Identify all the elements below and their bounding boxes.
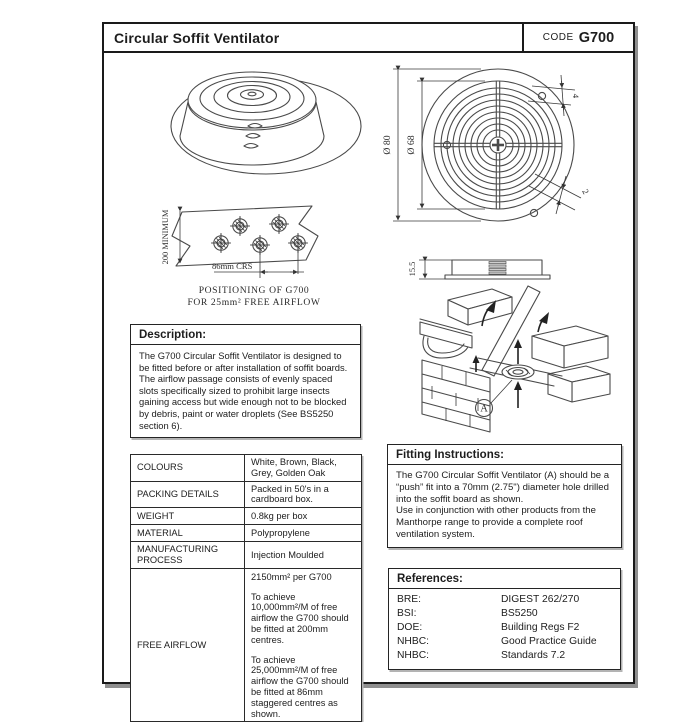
isometric-vent-drawing bbox=[142, 60, 364, 210]
spec-label: FREE AIRFLOW bbox=[131, 568, 245, 722]
positioning-caption-line2: FOR 25mm² FREE AIRFLOW bbox=[187, 297, 320, 308]
spec-value: Polypropylene bbox=[245, 525, 362, 542]
spec-table bbox=[130, 454, 362, 722]
dim-height-15-5: 15.5 bbox=[408, 262, 417, 277]
fitting-paragraph: Use in conjunction with other products from the Manthorpe range to provide a complete roof ventilation system. bbox=[396, 505, 613, 540]
spec-value bbox=[245, 568, 362, 722]
header bbox=[104, 24, 633, 53]
fitting-heading: Fitting Instructions: bbox=[388, 445, 621, 465]
datasheet-sheet bbox=[102, 22, 635, 684]
spec-label: WEIGHT bbox=[131, 508, 245, 525]
reference-value: Good Practice Guide bbox=[501, 635, 612, 649]
spec-value: 0.8kg per box bbox=[245, 508, 362, 525]
reference-value: Building Regs F2 bbox=[501, 621, 612, 635]
references-box bbox=[388, 568, 621, 670]
part-label-a: A bbox=[480, 404, 488, 415]
table-row bbox=[131, 455, 362, 482]
fitting-paragraph: The G700 Circular Soffit Ventilator (A) should be a “push” fit into a 70mm (2.75") diameter hole drilled into the soffit board as shown. bbox=[396, 470, 613, 505]
references-heading: References: bbox=[389, 569, 620, 589]
reference-value: Standards 7.2 bbox=[501, 649, 612, 663]
spec-label: MATERIAL bbox=[131, 525, 245, 542]
spec-label: COLOURS bbox=[131, 455, 245, 482]
table-row bbox=[131, 481, 362, 508]
reference-row bbox=[397, 607, 612, 621]
reference-org: NHBC: bbox=[397, 635, 501, 649]
reference-org: DOE: bbox=[397, 621, 501, 635]
installation-drawing bbox=[420, 286, 610, 438]
spec-label: PACKING DETAILS bbox=[131, 481, 245, 508]
dim-200-minimum: 200 MINIMUM bbox=[161, 209, 170, 264]
dim-86mm-crs: 86mm CRS bbox=[212, 261, 253, 271]
description-heading: Description: bbox=[131, 325, 360, 345]
reference-row bbox=[397, 593, 612, 607]
description-box bbox=[130, 324, 361, 438]
positioning-caption-line1: POSITIONING OF G700 bbox=[199, 285, 310, 296]
dim-slot-2: 2 bbox=[580, 187, 591, 196]
table-row bbox=[131, 542, 362, 569]
table-row bbox=[131, 568, 362, 722]
page-title: Circular Soffit Ventilator bbox=[104, 24, 522, 51]
reference-value: DIGEST 262/270 bbox=[501, 593, 612, 607]
spec-value: Injection Moulded bbox=[245, 542, 362, 569]
description-body: The G700 Circular Soffit Ventilator is designed to be fitted before or after installation of soffit boards. The airflow passage consists of evenly spaced slots specifically sized to prohibit large insects gaining access but wide enough not to be blocked by debris, paint or water droplets (See BS5250 section 6). bbox=[139, 350, 352, 431]
reference-org: NHBC: bbox=[397, 649, 501, 663]
reference-row bbox=[397, 649, 612, 663]
positioning-diagram bbox=[152, 202, 356, 314]
code-label: CODE bbox=[543, 32, 574, 43]
reference-org: BRE: bbox=[397, 593, 501, 607]
side-view-drawing bbox=[405, 224, 563, 288]
table-row bbox=[131, 508, 362, 525]
free-airflow-paragraph: To achieve 25,000mm²/M of free airflow the G700 should be fitted at 86mm staggered centres as shown. bbox=[251, 655, 355, 720]
reference-org: BSI: bbox=[397, 607, 501, 621]
spec-value: White, Brown, Black, Grey, Golden Oak bbox=[245, 455, 362, 482]
table-row bbox=[131, 525, 362, 542]
reference-value: BS5250 bbox=[501, 607, 612, 621]
plan-view-drawing bbox=[385, 62, 627, 226]
free-airflow-paragraph: To achieve 10,000mm²/M of free airflow the G700 should be fitted at 200mm centres. bbox=[251, 592, 355, 646]
dim-flange-4: 4 bbox=[571, 94, 581, 99]
product-code-cell bbox=[522, 24, 633, 51]
reference-row bbox=[397, 621, 612, 635]
dim-dia-68: Ø 68 bbox=[406, 135, 417, 154]
code-value: G700 bbox=[579, 30, 614, 46]
dim-dia-80: Ø 80 bbox=[382, 135, 393, 154]
spec-value: Packed in 50's in a cardboard box. bbox=[245, 481, 362, 508]
free-airflow-paragraph: 2150mm² per G700 bbox=[251, 572, 355, 583]
fitting-instructions-box bbox=[387, 444, 622, 548]
reference-row bbox=[397, 635, 612, 649]
spec-label: MANUFACTURING PROCESS bbox=[131, 542, 245, 569]
